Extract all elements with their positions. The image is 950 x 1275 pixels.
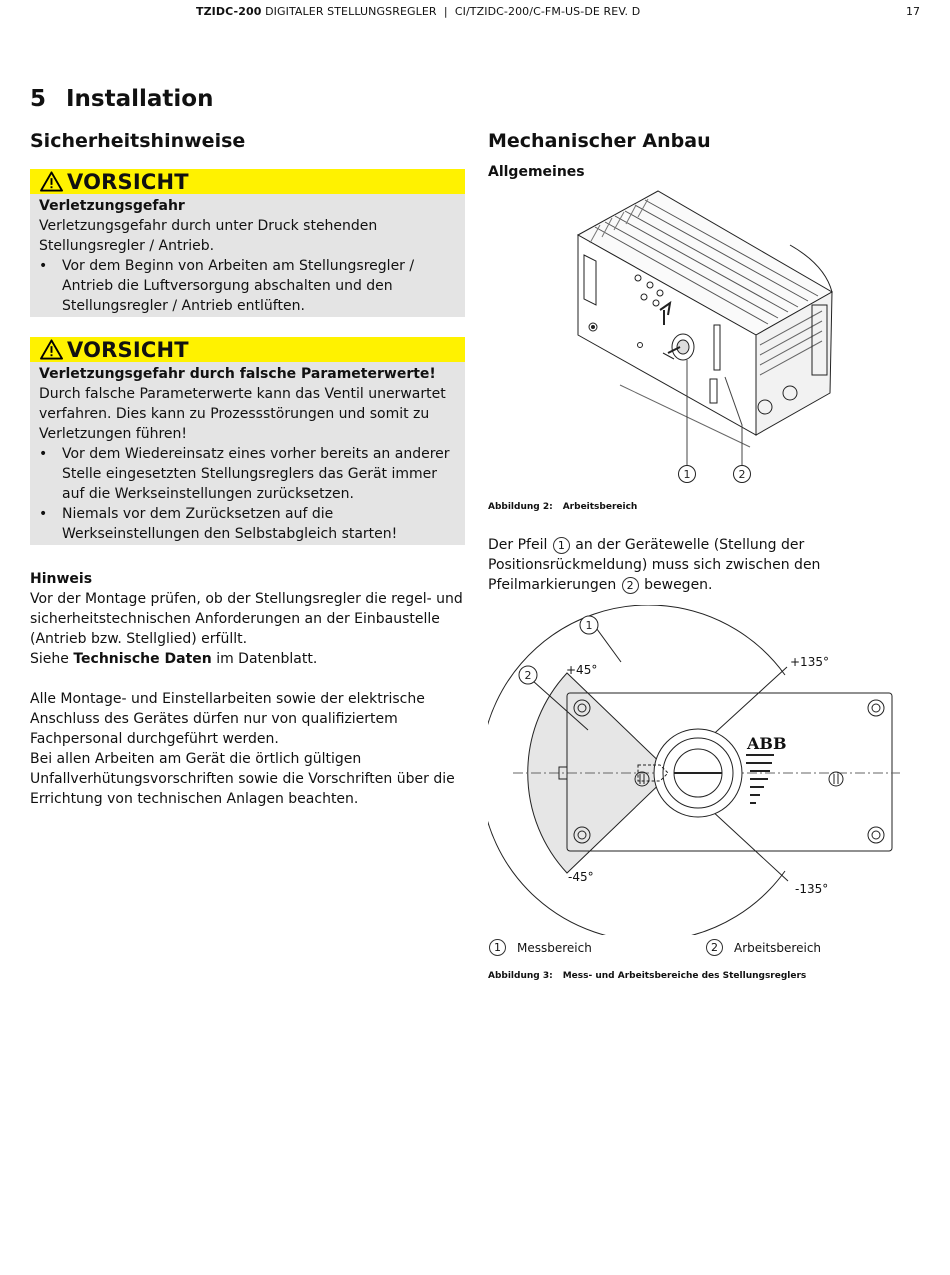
paragraph-text: Alle Montage- und Einstellarbeiten sowie der elektrische Anschluss des Gerätes dürfen nur von qualifiziertem Fachpersonal durchgeführt werden. [30, 691, 425, 747]
figure-2-callout-2: 2 [738, 468, 746, 481]
paragraph-text: Bei allen Arbeiten am Gerät die örtlich gültigen Unfallverhütungsvorschriften sowie die Vorschriften über die Errichtung von technischen Anlagen beachten. [30, 751, 455, 807]
warning-bullet-text: Niemals vor dem Zurücksetzen auf die Werkseinstellungen den Selbstabgleich starten! [62, 506, 398, 542]
section-heading-mounting: Mechanischer Anbau [488, 130, 711, 152]
legend-text: Arbeitsbereich [734, 940, 822, 955]
warning-title: Verletzungsgefahr durch falsche Parameterwerte! [39, 366, 436, 382]
paragraph-text: Der Pfeil [488, 537, 552, 553]
caption-text: Mess- und Arbeitsbereiche des Stellungsreglers [562, 971, 807, 981]
note-reference [30, 649, 465, 669]
warning-triangle-icon [40, 171, 63, 192]
legend-number: 1 [489, 939, 506, 956]
caption-label: Abbildung 2: [488, 502, 553, 512]
paragraph-text: an der Gerätewelle (Stellung der Positionsrückmeldung) muss sich zwischen den Pfeilmarkierungen [488, 537, 825, 593]
document-title [196, 5, 640, 18]
caption-label: Abbildung 3: [488, 971, 553, 981]
abb-logo: ABB [747, 734, 787, 753]
warning-bullet: • Vor dem Beginn von Arbeiten am Stellungsregler / Antrieb die Luftversorgung abschalten und den Stellungsregler / Antrieb entlüften. [39, 258, 415, 314]
warning-box-1 [30, 169, 465, 317]
warning-text: Durch falsche Parameterwerte kann das Ventil unerwartet verfahren. Dies kann zu Prozessstörungen und somit zu Verletzungen führen! [39, 386, 446, 442]
warning-banner [30, 169, 465, 194]
note-text: Vor der Montage prüfen, ob der Stellungsregler die regel- und sicherheitstechnischen Anforderungen an der Einbaustelle (Antrieb bzw. Stellglied) erfüllt. [30, 591, 463, 647]
note-reference-suffix: im Datenblatt. [211, 651, 318, 667]
angle-label-minus-45: -45° [568, 870, 594, 884]
reference-circle-1: 1 [553, 537, 570, 554]
paragraph-text: bewegen. [639, 577, 713, 593]
section-heading-safety: Sicherheitshinweise [30, 130, 246, 152]
figure-3-caption [488, 971, 806, 981]
legend-text: Messbereich [517, 940, 592, 955]
figure-3-callout-1: 1 [585, 619, 593, 632]
warning-bullet: • Niemals vor dem Zurücksetzen auf die Werkseinstellungen den Selbstabgleich starten! [39, 506, 398, 542]
figure-3-range-diagram [488, 605, 920, 935]
reference-circle-2: 2 [622, 577, 639, 594]
warning-bullet: • Vor dem Wiedereinsatz eines vorher bereits an anderer Stelle eingesetzten Stellungsreglers das Gerät immer auf die Werkseinstellungen zurücksetzen. [39, 446, 450, 502]
left-column [30, 130, 465, 809]
angle-label-minus-135: -135° [795, 882, 829, 896]
legend-item [488, 939, 592, 956]
paragraph-qualified-staff [30, 689, 465, 809]
warning-triangle-icon [40, 339, 63, 360]
note-reference-prefix: Siehe [30, 651, 74, 667]
figure-2-positioner-drawing [560, 185, 850, 490]
right-column [488, 130, 920, 180]
paragraph-arrow-position [488, 535, 920, 595]
note-reference-bold: Technische Daten [73, 651, 212, 667]
warning-box-2 [30, 337, 465, 545]
warning-title: Verletzungsgefahr [39, 198, 185, 214]
document-title-rest: DIGITALER STELLUNGSREGLER | CI/TZIDC-200/C-FM-US-DE REV. D [261, 5, 641, 18]
warning-banner [30, 337, 465, 362]
chapter-title: Installation [66, 86, 214, 112]
document-title-bold: TZIDC-200 [196, 5, 262, 18]
legend-item [705, 939, 821, 956]
chapter-heading [30, 86, 213, 112]
angle-label-plus-135: +135° [790, 655, 829, 669]
angle-label-plus-45: +45° [566, 663, 598, 677]
chapter-number: 5 [30, 86, 47, 112]
figure-3-callout-2: 2 [524, 669, 532, 682]
figure-2-callout-1: 1 [683, 468, 691, 481]
warning-label: VORSICHT [67, 337, 189, 362]
warning-bullet-text: Vor dem Beginn von Arbeiten am Stellungsregler / Antrieb die Luftversorgung abschalten und den Stellungsregler / Antrieb entlüften. [62, 258, 415, 314]
legend-number: 2 [706, 939, 723, 956]
warning-label: VORSICHT [67, 169, 189, 194]
subheading-general: Allgemeines [488, 164, 585, 180]
figure-2-caption [488, 502, 637, 512]
page-number: 17 [906, 5, 920, 18]
note-block [30, 569, 465, 669]
warning-body [30, 362, 465, 545]
warning-text: Verletzungsgefahr durch unter Druck stehenden Stellungsregler / Antrieb. [39, 218, 378, 254]
page-header [0, 5, 950, 19]
warning-body [30, 194, 465, 317]
warning-bullet-text: Vor dem Wiedereinsatz eines vorher bereits an anderer Stelle eingesetzten Stellungsreglers das Gerät immer auf die Werkseinstellungen zurücksetzen. [62, 446, 450, 502]
note-title: Hinweis [30, 571, 93, 587]
caption-text: Arbeitsbereich [562, 502, 638, 512]
